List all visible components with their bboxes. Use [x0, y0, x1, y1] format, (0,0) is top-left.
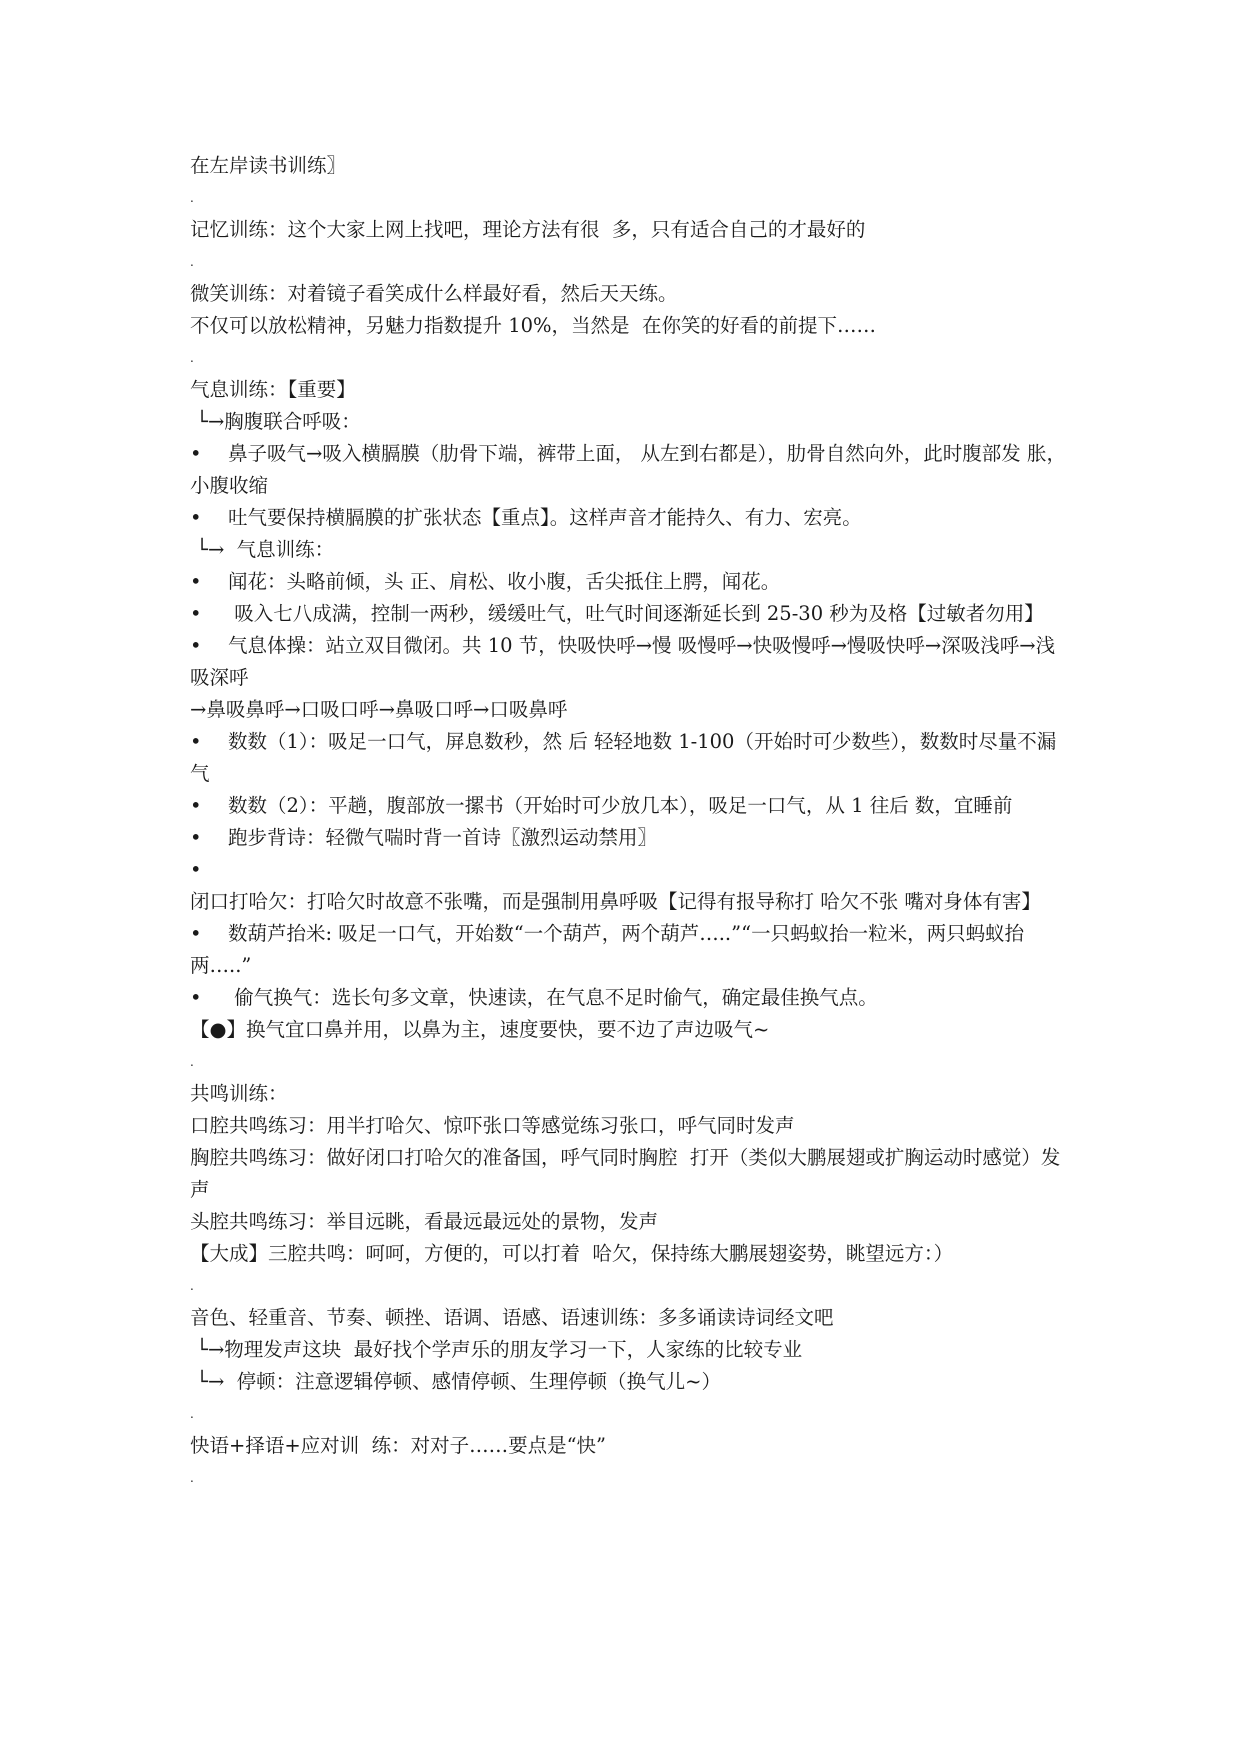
text-line: 音色、轻重音、节奏、顿挫、语调、语感、语速训练：多多诵读诗词经文吧 — [190, 1306, 834, 1329]
bullet-item — [190, 790, 1071, 822]
bullet-text: 偷气换气：选长句多文章，快速读，在气息不足时偷气，确定最佳换气点。 — [228, 986, 878, 1009]
bullet-item — [190, 566, 1071, 598]
text-line: →鼻吸鼻呼→口吸口呼→鼻吸口呼→口吸鼻呼 — [190, 698, 568, 721]
bullet-mark: • — [190, 858, 202, 881]
section-separator: . — [190, 1055, 194, 1069]
bullet-text: 数数（2）：平趟，腹部放一摞书（开始时可少放几本），吸足一口气，从 1 往后 数，宜睡前 — [228, 794, 1013, 817]
bullet-mark: • — [190, 570, 202, 593]
text-line: 微笑训练：对着镜子看笑成什么样最好看，然后天天练。 — [190, 282, 678, 305]
bullet-text: 数葫芦抬米: 吸足一口气，开始数“一个葫芦，两个葫芦…..”“一只蚂蚁抬一粒米，两只蚂蚁抬两…..” — [190, 922, 1025, 977]
bullet-text: 鼻子吸气→吸入横膈膜（肋骨下端，裤带上面， 从左到右都是），肋骨自然向外，此时腹部发 胀，小腹收缩 — [190, 442, 1066, 497]
bullet-item — [190, 630, 1071, 694]
bullet-item — [190, 982, 1071, 1014]
text-line: └→胸腹联合呼吸： — [190, 410, 361, 433]
text-line: 记忆训练：这个大家上网上找吧，理论方法有很 多，只有适合自己的才最好的 — [190, 218, 866, 241]
text-line: 【●】换气宜口鼻并用，以鼻为主，速度要快，要不边了声边吸气~ — [190, 1018, 770, 1041]
bullet-text: 跑步背诗：轻微气喘时背一首诗〖激烈运动禁用〗 — [228, 826, 658, 849]
bullet-text: 闭口打哈欠：打哈欠时故意不张嘴，而是强制用鼻呼吸【记得有报导称打 哈欠不张 嘴对身体有害】 — [190, 890, 1041, 913]
section-separator: . — [190, 1279, 194, 1293]
bullet-item — [190, 502, 1071, 534]
section-separator: . — [190, 351, 194, 365]
section-separator: . — [190, 1407, 194, 1421]
bullet-item — [190, 822, 1071, 854]
text-line: 气息训练：【重要】 — [190, 378, 356, 401]
bullet-mark: • — [190, 826, 202, 849]
text-line: 胸腔共鸣练习：做好闭口打哈欠的准备国，呼气同时胸腔 打开（类似大鹏展翅或扩胸运动时感觉）发声 — [190, 1146, 1061, 1201]
bullet-mark: • — [190, 442, 202, 465]
bullet-mark: • — [190, 794, 202, 817]
bullet-mark: • — [190, 986, 202, 1009]
bullet-text: 闻花：头略前倾，头 正、肩松、收小腹，舌尖抵住上腭，闻花。 — [228, 570, 781, 593]
bullet-item — [190, 598, 1071, 630]
text-line: 口腔共鸣练习：用半打哈欠、惊吓张口等感觉练习张口，呼气同时发声 — [190, 1114, 795, 1137]
text-line: └→ 气息训练： — [190, 538, 335, 561]
bullet-text: 气息体操：站立双目微闭。共 10 节，快吸快呼→慢 吸慢呼→快吸慢呼→慢吸快呼→深吸浅呼→浅吸深呼 — [190, 634, 1056, 689]
bullet-mark: • — [190, 730, 202, 753]
bullet-item — [190, 854, 1071, 918]
bullet-text: 数数（1）：吸足一口气，屏息数秒，然 后 轻轻地数 1-100（开始时可少数些），数数时尽量不漏气 — [190, 730, 1057, 785]
text-line: 共鸣训练： — [190, 1082, 288, 1105]
text-line: 头腔共鸣练习：举目远眺，看最远最远处的景物，发声 — [190, 1210, 659, 1233]
bullet-item — [190, 726, 1071, 790]
bullet-mark: • — [190, 602, 202, 625]
text-line: 在左岸读书训练〗 — [190, 154, 347, 177]
text-line: └→ 停顿：注意逻辑停顿、感情停顿、生理停顿（换气儿~） — [190, 1370, 722, 1393]
bullet-text: 吐气要保持横膈膜的扩张状态【重点】。这样声音才能持久、有力、宏亮。 — [228, 506, 862, 529]
text-line: 不仅可以放松精神，另魅力指数提升 10%，当然是 在你笑的好看的前提下…… — [190, 314, 876, 337]
bullet-item — [190, 918, 1071, 982]
text-line: 快语+择语+应对训 练：对对子……要点是“快” — [190, 1434, 607, 1457]
section-separator: . — [190, 1471, 194, 1485]
bullet-item — [190, 438, 1071, 502]
section-separator: . — [190, 191, 194, 205]
bullet-mark: • — [190, 922, 202, 945]
bullet-text: 吸入七八成满，控制一两秒，缓缓吐气，吐气时间逐渐延长到 25-30 秒为及格【过敏者勿用】 — [228, 602, 1044, 625]
text-line: 【大成】三腔共鸣：呵呵，方便的，可以打着 哈欠，保持练大鹏展翅姿势，眺望远方：） — [190, 1242, 954, 1265]
text-line: └→物理发声这块 最好找个学声乐的朋友学习一下，人家练的比较专业 — [190, 1338, 803, 1361]
bullet-mark: • — [190, 634, 202, 657]
section-separator: . — [190, 255, 194, 269]
bullet-mark: • — [190, 506, 202, 529]
